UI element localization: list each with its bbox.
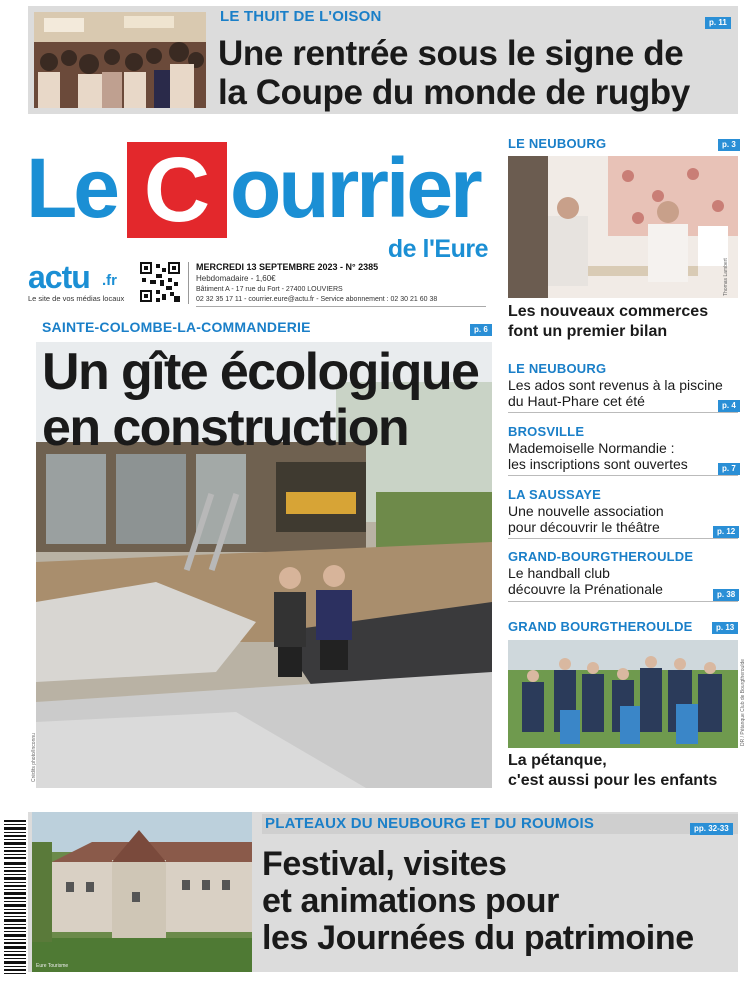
rc-feature-headline-line: Les nouveaux commerces (508, 303, 709, 320)
rc-bottom-photo-credit: DR / Pétanque Club de Bourgtheroulde (740, 658, 746, 746)
bottom-story-headline-line: les Journées du patrimoine (262, 919, 694, 957)
rc-bottom-photo[interactable] (508, 640, 738, 748)
qr-code-icon[interactable] (140, 262, 180, 302)
top-story-headline-line: la Coupe du monde de rugby (218, 73, 690, 112)
bottom-story-page-badge: pp. 32-33 (690, 823, 733, 835)
actu-tagline: Le site de vos médias locaux (28, 294, 125, 303)
rc-feature-kicker: LE NEUBOURG (508, 136, 607, 151)
masthead-title-le: Le (26, 141, 117, 235)
brief-text[interactable] (508, 440, 734, 472)
brief-separator (508, 601, 738, 602)
masthead-rule (196, 306, 486, 307)
actu-logo-suffix: .fr (102, 272, 117, 289)
brief-separator (508, 412, 738, 413)
issue-frequency: Hebdomadaire - 1,60€ (196, 274, 276, 283)
rc-bottom-headline-line: c'est aussi pour les enfants (508, 772, 718, 789)
brief-kicker: LE NEUBOURG (508, 361, 607, 376)
brief-page-badge: p. 7 (718, 463, 740, 475)
masthead-title-c: C (143, 139, 211, 241)
rc-feature-headline[interactable] (508, 302, 738, 342)
brief-text-line: les inscriptions sont ouvertes (508, 456, 688, 472)
masthead-subtitle: de l'Eure (387, 235, 488, 263)
main-story-headline-line: Un gîte écologique (42, 343, 479, 401)
actu-logo[interactable]: actu (28, 259, 90, 295)
top-story-kicker: LE THUIT DE L'OISON (220, 8, 382, 25)
rc-bottom-page-badge: p. 13 (712, 622, 738, 634)
brief-text[interactable] (508, 503, 734, 535)
rc-bottom-kicker: GRAND BOURGTHEROULDE (508, 619, 693, 634)
brief-text-line: Les ados sont revenus à la piscine (508, 377, 723, 393)
top-story-headline[interactable] (218, 34, 734, 112)
bottom-story-kicker: PLATEAUX DU NEUBOURG ET DU ROUMOIS (265, 815, 595, 832)
rc-bottom-headline[interactable] (508, 751, 738, 791)
brief-page-badge: p. 12 (713, 526, 739, 538)
issue-date: MERCREDI 13 SEPTEMBRE 2023 - N° 2385 (196, 262, 379, 272)
top-story-headline-line: Une rentrée sous le signe de (218, 34, 684, 73)
brief-text[interactable] (508, 377, 734, 409)
rc-bottom-headline-line: La pétanque, (508, 752, 607, 769)
rc-feature-photo-credit: Thomas Lambert (723, 258, 729, 296)
top-story-page-badge: p. 11 (705, 17, 731, 29)
brief-text[interactable] (508, 565, 734, 597)
masthead-title-rest: ourrier (230, 141, 480, 235)
brief-kicker: LA SAUSSAYE (508, 487, 601, 502)
main-story-headline-line: en construction (42, 399, 409, 457)
main-photo-credit: Crédits photo/Inconnu (31, 733, 37, 782)
top-story-photo (34, 12, 206, 108)
brief-text-line: découvre la Prénationale (508, 581, 663, 597)
brief-separator (508, 538, 738, 539)
barcode-icon (4, 818, 26, 978)
rc-feature-page-badge: p. 3 (718, 139, 740, 151)
brief-kicker: BROSVILLE (508, 424, 585, 439)
main-story-headline[interactable] (42, 344, 492, 456)
bottom-photo-credit: Eure Tourisme (36, 963, 69, 969)
brief-text-line: Le handball club (508, 565, 610, 581)
bottom-story-headline-line: Festival, visites (262, 845, 507, 883)
bottom-story-photo[interactable] (32, 812, 252, 972)
brief-kicker: GRAND-BOURGTHEROULDE (508, 549, 694, 564)
masthead-divider (188, 262, 189, 304)
rc-feature-headline-line: font un premier bilan (508, 323, 668, 340)
brief-page-badge: p. 4 (718, 400, 740, 412)
rc-feature-photo[interactable] (508, 156, 738, 298)
brief-separator (508, 475, 738, 476)
brief-text-line: pour découvrir le théâtre (508, 519, 660, 535)
brief-page-badge: p. 38 (713, 589, 739, 601)
publisher-address: Bâtiment A - 17 rue du Fort - 27400 LOUVIERS (196, 286, 343, 293)
main-story-page-badge: p. 6 (470, 324, 492, 336)
brief-text-line: Une nouvelle association (508, 503, 664, 519)
brief-text-line: Mademoiselle Normandie : (508, 440, 675, 456)
brief-text-line: du Haut-Phare cet été (508, 393, 645, 409)
main-story-kicker: SAINTE-COLOMBE-LA-COMMANDERIE (42, 319, 311, 335)
bottom-story-headline[interactable] (262, 846, 732, 957)
bottom-story-headline-line: et animations pour (262, 882, 559, 920)
publisher-contact: 02 32 35 17 11 - courrier.eure@actu.fr - Service abonnement : 02 30 21 60 38 (196, 296, 438, 303)
